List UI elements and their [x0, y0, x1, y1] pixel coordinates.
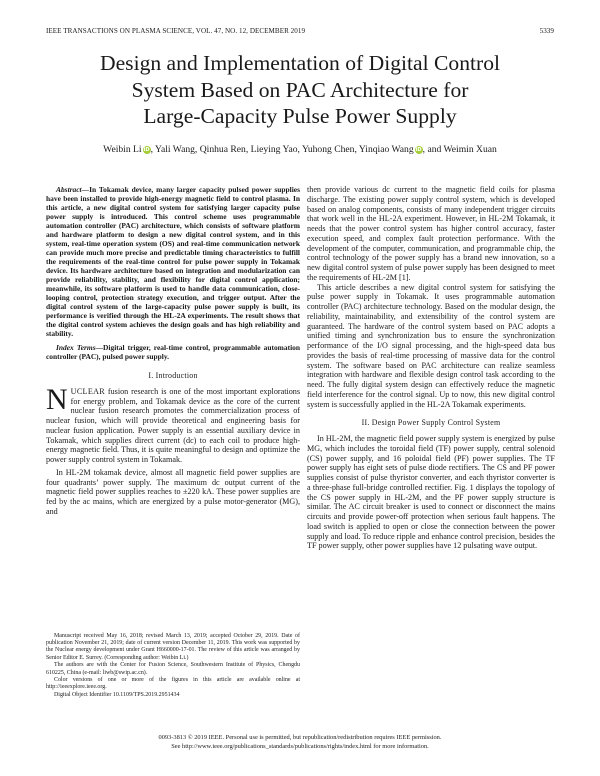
author-names-middle: , Yali Wang, Qinhua Ren, Lieying Yao, Yuhong Chen, Yinqiao Wang [150, 144, 414, 155]
intro-paragraph-3: then provide various dc current to the magnetic field coils for plasma discharge. The existing power supply control system, which is developed based on analog components, consists of many independent trigger circuits that work well in the HL-2A experiment. However, in HL-2M Tokamak, it needs that the power control system has higher control accuracy, faster execution speed, and complex fault protection performance. With the development of the computer, communication, and programmable chip, the control technology of the power supply has a brand new innovation, so a new digital control system of pulse power supply has been designed to meet the requirements of HL-2M [1]. [307, 185, 555, 282]
intro-paragraph-2: In HL-2M tokamak device, almost all magnetic field power supplies are four quadrants’ power supply. The maximum dc output current of the magnetic field power supplies reaches to ±220 kA. These power supplies are fed by the ac mains, which are energized by a pulse motor-generator (MG), and [46, 467, 300, 516]
intro-paragraph-1-text: fusion research is one of the most important explorations for energy problem, and Tokamak device as the core of the current nuclear fusion research promotes the commercialization process of nuclear fusion, which will provide theoretical and engineering basis for nuclear fusion application. Power supply is an essential auxiliary device in Tokamak, which supplies direct current (dc) to each coil to produce high-energy magnetic field. Thus, it is quite meaningful to design and optimize the power supply control system in Tokamak. [46, 386, 300, 464]
abstract-text: —In Tokamak device, many larger capacity pulsed power supplies have been installed to provide high-energy magnetic field to control plasma. In this article, a new digital control system for satisfying larger capacity pulse power supply is introduced. This control scheme uses programmable automation controller (PAC) architecture, which consists of software platform and hardware platform to design a new digital control system, and in this system, real-time operation system (OS) and real-time communication network can provide much more precise and predictable timing characteristics to fulfill the requirements of the real-time control for pulse power supply in Tokamak device. Its hardware architecture based on integration and modularization can provide reliability, stability, and flexibility for digital control application; meanwhile, its software platform is used to handle data communication, close-looping control, protection strategy execution, and trigger output. After the digital control system of the large-capacity pulse power supply is built, its performance is verified through the HL-2A experiments. The result shows that the digital control system achieves the design goals and has high reliability and stability. [46, 185, 300, 338]
footnote-doi: Digital Object Identifier 10.1109/TPS.2019.2951434 [54, 692, 180, 699]
copyright-notice [0, 734, 600, 751]
drop-cap: N [46, 382, 68, 416]
section-heading-introduction: I. Introduction [148, 371, 198, 380]
running-header [46, 27, 554, 37]
section-heading-design: II. Design Power Supply Control System [361, 418, 501, 428]
index-terms-label: Index Terms [56, 343, 96, 352]
orcid-icon[interactable]: iD [415, 147, 422, 153]
abstract-label: Abstract [56, 185, 82, 194]
footnotes [46, 633, 300, 700]
design-paragraph-1: In HL-2M, the magnetic field power supply system is energized by pulse MG, which includes the toroidal field (TF) power supply, central solenoid (CS) power supply, and 16 poloidal field (PF) power supplies. The TF power supply has eight sets of pulse diode rectifiers. The CS and PF power supplies consist of pulse thyristor converter, and each thyristor converter is a three-phase full-bridge controlled rectifier. Fig. 1 displays the topology of the CS power supply in HL-2M, and the PF power supply structure is similar. The AC circuit breaker is used to connect or disconnect the mains circuits and provide power-off protection when serious fault happens. The load switch is applied to open or close the connection between the power supply and load. To reduce ripple and enhance control precision, besides the TF power supply, other power supplies have 12 pulsating wave output. [307, 434, 555, 551]
author-list [0, 144, 600, 155]
left-column [46, 185, 300, 517]
title-line-1: Design and Implementation of Digital Control [99, 51, 500, 75]
footnote-manuscript: Manuscript received May 16, 2018; revised March 13, 2019; accepted October 29, 2019. Date of publication November 21, 2019; date of current version December 11, 2019. This work was supported by the Nuclear energy development under Grant H660000-17-01. The review of this article was arranged by Senior Editor E. Surrey. (Corresponding author: Weibin Li.) [46, 633, 300, 661]
drop-cap-word: UCLEAR [70, 386, 105, 396]
orcid-icon[interactable]: iD [143, 147, 150, 153]
paper-title [0, 50, 600, 130]
author-weibin-li: Weibin Li [103, 144, 142, 155]
intro-paragraph-4: This article describes a new digital control system for satisfying the pulse power supply in Tokamak. It uses programmable automation controller (PAC) architecture technology. Based on the modular design, the reliability, maintainability, and extensibility of the control system are guaranteed. The hardware of the control system based on PAC adopts a unified timing and synchronization bus to ensure the synchronization performance of the I/O signal processing, and the high-speed data bus provides the basis of real-time processing of massive data for the control system. The software based on PAC architecture can realize seamless integration with hardware and flexible design control task according to the need. The fully digital system design can effectively reduce the magnetic field interference for the control signal. Up to now, this new digital control system is successfully applied in the HL-2A Tokamak experiments. [307, 282, 555, 409]
page-number: 5339 [539, 27, 554, 35]
title-line-3: Large-Capacity Pulse Power Supply [143, 104, 457, 128]
copyright-line-2: See http://www.ieee.org/publications_standards/publications/rights/index.html for more information. [171, 742, 429, 750]
index-terms [46, 343, 300, 361]
author-names-end: , and Weimin Xuan [422, 144, 497, 155]
index-terms-text: —Digital trigger, real-time control, programmable automation controller (PAC), pulsed power supply. [46, 343, 300, 361]
footnote-color: Color versions of one or more of the figures in this article are available online at http://ieeexplore.ieee.org. [46, 677, 300, 691]
copyright-line-1: 0093-3813 © 2019 IEEE. Personal use is permitted, but republication/redistribution requires IEEE permission. [158, 734, 442, 741]
abstract [46, 185, 300, 338]
right-column [307, 185, 555, 551]
footnote-affiliation: The authors are with the Center for Fusion Science, Southwestern Institute of Physics, Chengdu 610225, China (e-mail: liwb@swip.ac.cn). [46, 662, 300, 676]
intro-paragraph-1 [46, 382, 300, 465]
journal-name: IEEE TRANSACTIONS ON PLASMA SCIENCE, VOL. 47, NO. 12, DECEMBER 2019 [46, 27, 306, 35]
title-line-2: System Based on PAC Architecture for [131, 77, 469, 102]
